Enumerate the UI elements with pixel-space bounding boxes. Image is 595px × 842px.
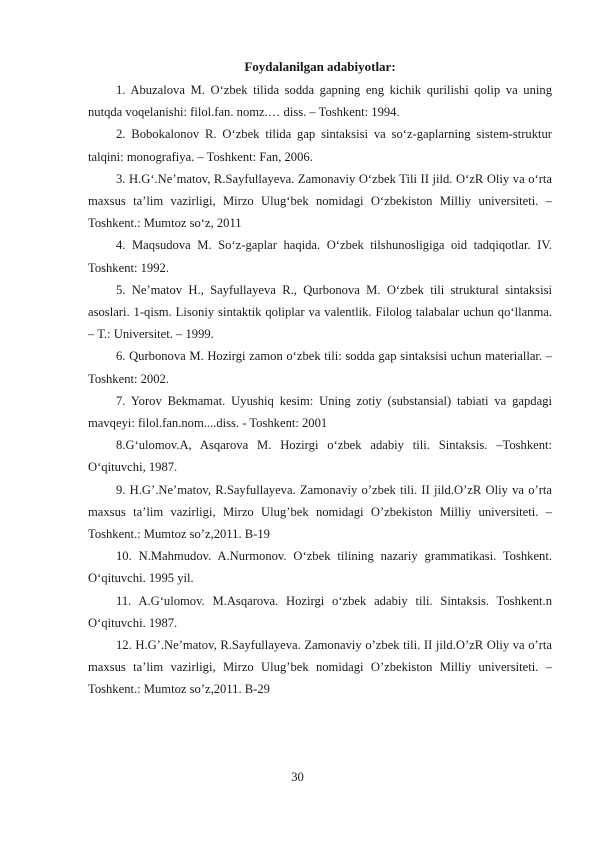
reference-item-12: 12. H.G’.Ne’matov, R.Sayfullayeva. Zamonaviy o’zbek tili. II jild.O’zR Oliy va o’rta maxsus ta’lim vazirligi, Mirzo Ulug’bek nomidagi O’zbekiston Milliy universiteti. – Toshkent.: Mumtoz so’z,2011. B-29 bbox=[88, 638, 552, 697]
reference-item-8: 8.G‘ulomov.A, Asqarova M. Hozirgi o‘zbek adabiy tili. Sintaksis. –Toshkent: O‘qituvchi, 1987. bbox=[88, 438, 552, 475]
reference-item-5: 5. Ne’matov H., Sayfullayeva R., Qurbonova M. O‘zbek tili struktural sintaksisi asoslari. 1-qism. Lisoniy sintaktik qoliplar va valentlik. Filolog talabalar uchun qo‘llanma. – T.: Universitet. – 1999. bbox=[88, 282, 552, 342]
page-number: 30 bbox=[291, 770, 304, 784]
reference-item-7: 7. Yorov Bekmamat. Uyushiq kesim: Uning zotiy (substansial) tabiati va gapdagi mavqeyi: filol.fan.nom....diss. - Toshkent: 2001 bbox=[88, 393, 552, 431]
references-list bbox=[88, 79, 552, 701]
references-heading: Foydalanilgan adabiyotlar: bbox=[244, 59, 396, 74]
reference-item-4: 4. Maqsudova M. So‘z-gaplar haqida. O‘zbek tilshunosligiga oid tadqiqotlar. IV. Toshkent: 1992. bbox=[88, 238, 552, 275]
reference-item-9: 9. H.G’.Ne’matov, R.Sayfullayeva. Zamonaviy o’zbek tili. II jild.O’zR Oliy va o’rta maxsus ta’lim vazirligi, Mirzo Ulug’bek nomidagi O’zbekiston Milliy universiteti. – Toshkent.: Mumtoz so’z,2011. B-19 bbox=[88, 482, 552, 542]
reference-item-2: 2. Bobokalonov R. O‘zbek tilida gap sintaksisi va so‘z-gaplarning sistem-struktur talqini: monografiya. – Toshkent: Fan, 2006. bbox=[88, 127, 552, 164]
reference-item-3: 3. H.G‘.Ne’matov, R.Sayfullayeva. Zamonaviy O‘zbek Tili II jild. O‘zR Oliy va o‘rta maxsus ta’lim vazirligi, Mirzo Ulug‘bek nomidagi O‘zbekiston Milliy universiteti. – Toshkent.: Mumtoz so‘z, 2011 bbox=[88, 171, 552, 231]
reference-item-10: 10. N.Mahmudov. A.Nurmonov. O‘zbek tilining nazariy grammatikasi. Toshkent. O‘qituvchi. 1995 yil. bbox=[88, 549, 552, 586]
reference-item-11: 11. A.G‘ulomov. M.Asqarova. Hozirgi o‘zbek adabiy tili. Sintaksis. Toshkent.n O‘qituvchi. 1987. bbox=[88, 593, 552, 630]
reference-item-6: 6. Qurbonova M. Hozirgi zamon o‘zbek tili: sodda gap sintaksisi uchun materiallar. – Toshkent: 2002. bbox=[88, 349, 552, 386]
reference-item-1: 1. Abuzalova M. O‘zbek tilida sodda gapning eng kichik qurilishi qolip va uning nutqda voqelanishi: filol.fan. nomz.… diss. – Toshkent: 1994. bbox=[88, 83, 552, 120]
document-page bbox=[88, 56, 552, 701]
